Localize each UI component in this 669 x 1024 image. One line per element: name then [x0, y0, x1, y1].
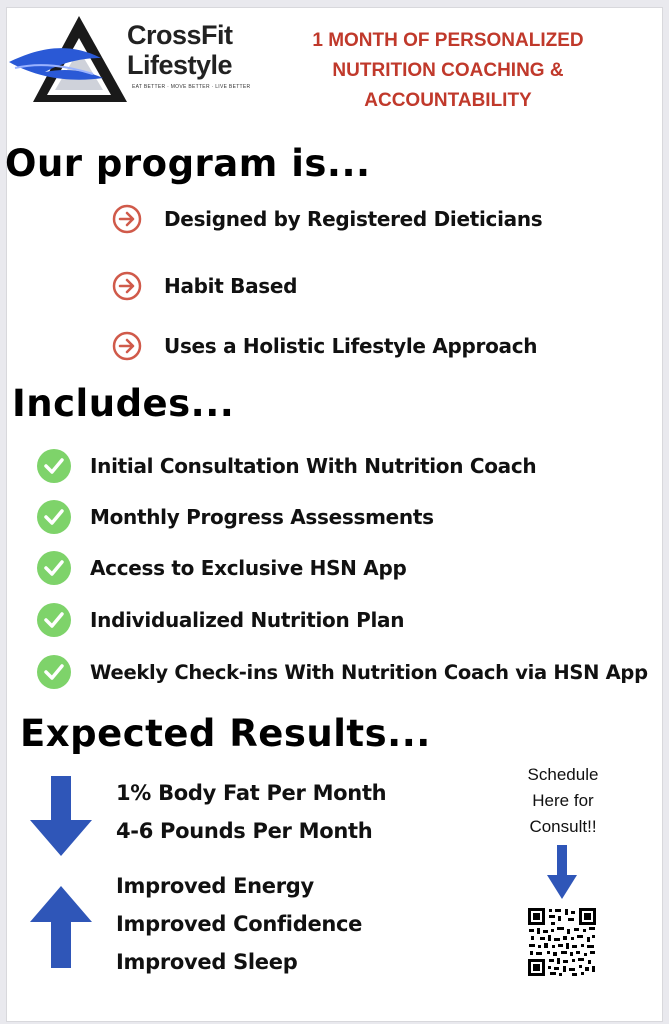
arrow-down-icon	[547, 845, 577, 899]
program-item-label: Designed by Registered Dieticians	[164, 207, 543, 231]
brand-name-line1: CrossFit	[127, 20, 233, 50]
result-decrease-item: 1% Body Fat Per Month	[116, 781, 387, 805]
includes-item	[36, 654, 648, 690]
qr-code[interactable]	[527, 907, 597, 977]
check-circle-icon	[36, 448, 72, 484]
program-item-label: Habit Based	[164, 274, 298, 298]
arrow-right-circle-icon	[112, 204, 142, 234]
program-item	[112, 330, 537, 362]
includes-item	[36, 550, 406, 586]
arrow-right-circle-icon	[112, 331, 142, 361]
arrow-up-icon	[30, 886, 92, 968]
schedule-callout	[508, 762, 618, 840]
includes-heading: Includes...	[12, 382, 235, 425]
program-item-label: Uses a Holistic Lifestyle Approach	[164, 334, 538, 358]
arrow-down-icon	[30, 776, 92, 856]
check-circle-icon	[36, 602, 72, 638]
includes-item	[36, 448, 536, 484]
schedule-line2: Here for	[532, 791, 594, 810]
result-decrease-item: 4-6 Pounds Per Month	[116, 819, 373, 843]
promo-title-line2: NUTRITION COACHING &	[332, 60, 564, 81]
schedule-line3: Consult!!	[529, 817, 597, 836]
program-item	[112, 203, 542, 235]
promo-title-line3: ACCOUNTABILITY	[364, 90, 532, 111]
program-heading: Our program is...	[5, 142, 371, 185]
brand-tagline: EAT BETTER · MOVE BETTER · LIVE BETTER	[132, 84, 251, 90]
includes-item-label: Weekly Check-ins With Nutrition Coach via HSN App	[90, 660, 648, 684]
check-circle-icon	[36, 654, 72, 690]
includes-item-label: Initial Consultation With Nutrition Coach	[90, 454, 537, 478]
result-increase-item: Improved Confidence	[116, 912, 363, 936]
includes-item-label: Monthly Progress Assessments	[90, 505, 434, 529]
brand-name-line2: Lifestyle	[127, 50, 233, 80]
includes-item-label: Access to Exclusive HSN App	[90, 556, 407, 580]
check-circle-icon	[36, 499, 72, 535]
promo-title-line1: 1 MONTH OF PERSONALIZED	[312, 30, 584, 51]
result-increase-item: Improved Sleep	[116, 950, 298, 974]
promo-title	[273, 26, 623, 116]
check-circle-icon	[36, 550, 72, 586]
schedule-line1: Schedule	[527, 765, 599, 784]
results-heading: Expected Results...	[20, 712, 431, 755]
arrow-right-circle-icon	[112, 271, 142, 301]
includes-item	[36, 499, 434, 535]
program-item	[112, 270, 297, 302]
result-increase-item: Improved Energy	[116, 874, 314, 898]
includes-item-label: Individualized Nutrition Plan	[90, 608, 405, 632]
includes-item	[36, 602, 404, 638]
